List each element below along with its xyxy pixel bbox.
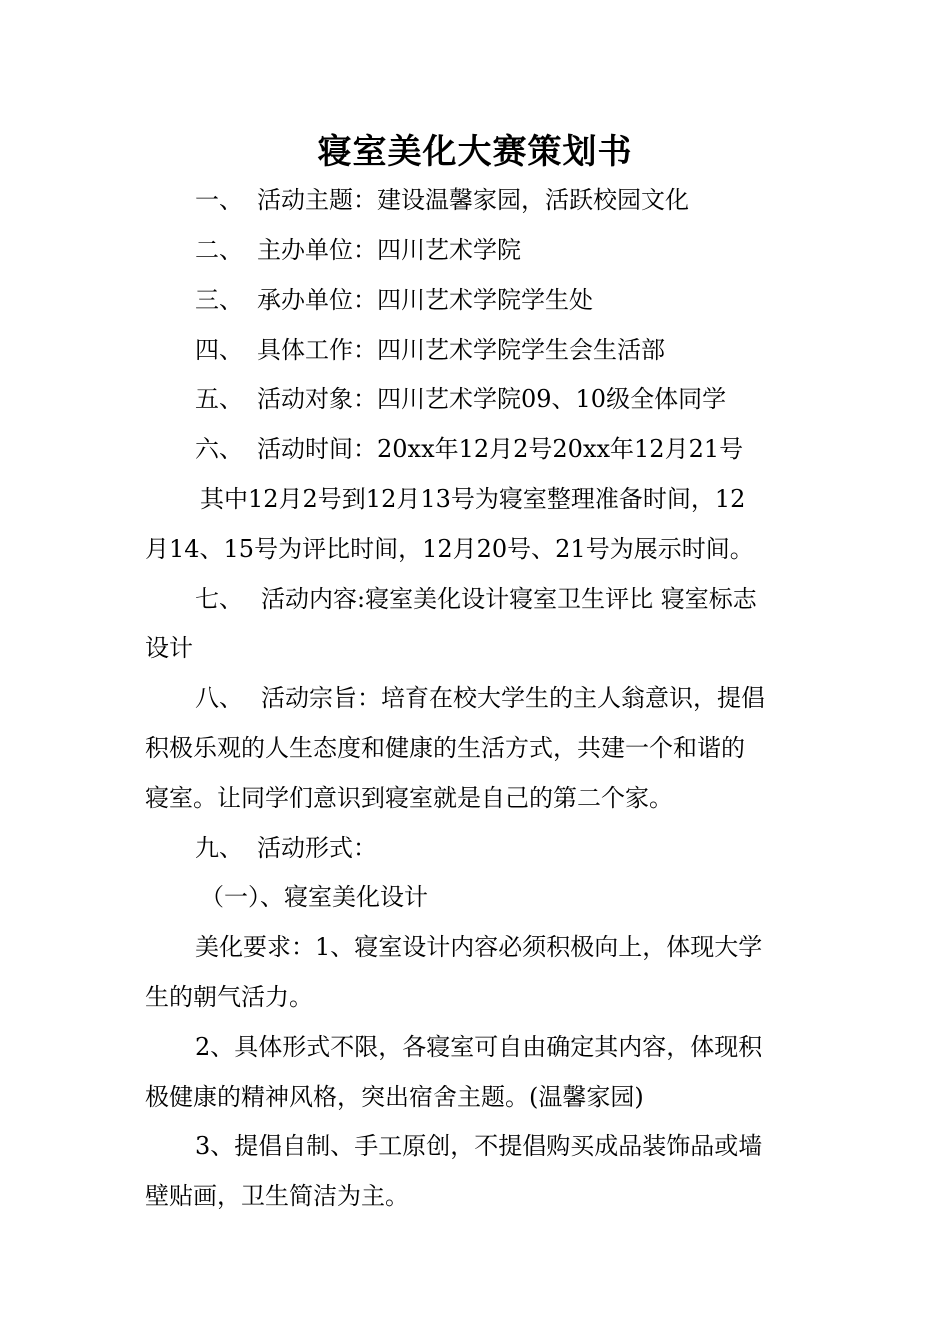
item-text: 活动内容:寝室美化设计寝室卫生评比 寝室标志 (261, 585, 757, 613)
item-number: 一、 (195, 186, 243, 214)
requirement-1-line1: 美化要求：1、寝室设计内容必须积极向上，体现大学 (195, 933, 763, 961)
time-detail-line2: 月14、15号为评比时间，12月20号、21号为展示时间。 (145, 535, 754, 563)
item-text: 活动宗旨：培育在校大学生的主人翁意识，提倡 (261, 684, 765, 712)
time-detail-line1: 其中12月2号到12月13号为寝室整理准备时间，12 (200, 485, 746, 513)
document-title: 寝室美化大赛策划书 (317, 132, 633, 172)
item-text: 主办单位：四川艺术学院 (257, 236, 521, 264)
item-text: 活动形式： (257, 834, 377, 862)
requirement-2-line2: 极健康的精神风格，突出宿舍主题。(温馨家园) (145, 1083, 644, 1111)
section-heading: （一）、寝室美化设计 (200, 883, 428, 911)
item-purpose (195, 678, 765, 718)
item-purpose-line3: 寝室。让同学们意识到寝室就是自己的第二个家。 (145, 784, 673, 812)
item-number: 六、 (195, 435, 243, 463)
item-content (195, 579, 757, 619)
item-number: 九、 (195, 834, 243, 862)
item-text: 活动时间：20xx年12月2号20xx年12月21号 (257, 435, 744, 463)
item-number: 三、 (195, 286, 243, 314)
item-organizer (195, 230, 521, 270)
item-text: 活动对象：四川艺术学院09、10级全体同学 (257, 385, 727, 413)
item-audience (195, 379, 726, 419)
item-work (195, 330, 665, 370)
item-text: 承办单位：四川艺术学院学生处 (257, 286, 593, 314)
item-number: 七、 (195, 585, 243, 613)
requirement-3-line1: 3、提倡自制、手工原创，不提倡购买成品装饰品或墙 (195, 1132, 763, 1160)
item-theme (195, 180, 689, 220)
requirement-2-line1: 2、具体形式不限，各寝室可自由确定其内容，体现积 (195, 1033, 763, 1061)
item-number: 二、 (195, 236, 243, 264)
item-format (195, 828, 377, 868)
item-purpose-line2: 积极乐观的人生态度和健康的生活方式，共建一个和谐的 (145, 734, 745, 762)
item-text: 活动主题：建设温馨家园，活跃校园文化 (257, 186, 689, 214)
item-number: 五、 (195, 385, 243, 413)
item-text: 具体工作：四川艺术学院学生会生活部 (257, 336, 665, 364)
item-number: 八、 (195, 684, 243, 712)
item-content-line2: 设计 (145, 634, 193, 662)
item-number: 四、 (195, 336, 243, 364)
item-time (195, 429, 743, 469)
requirement-1-line2: 生的朝气活力。 (145, 983, 313, 1011)
requirement-3-line2: 壁贴画，卫生简洁为主。 (145, 1182, 409, 1210)
item-undertaker (195, 280, 593, 320)
